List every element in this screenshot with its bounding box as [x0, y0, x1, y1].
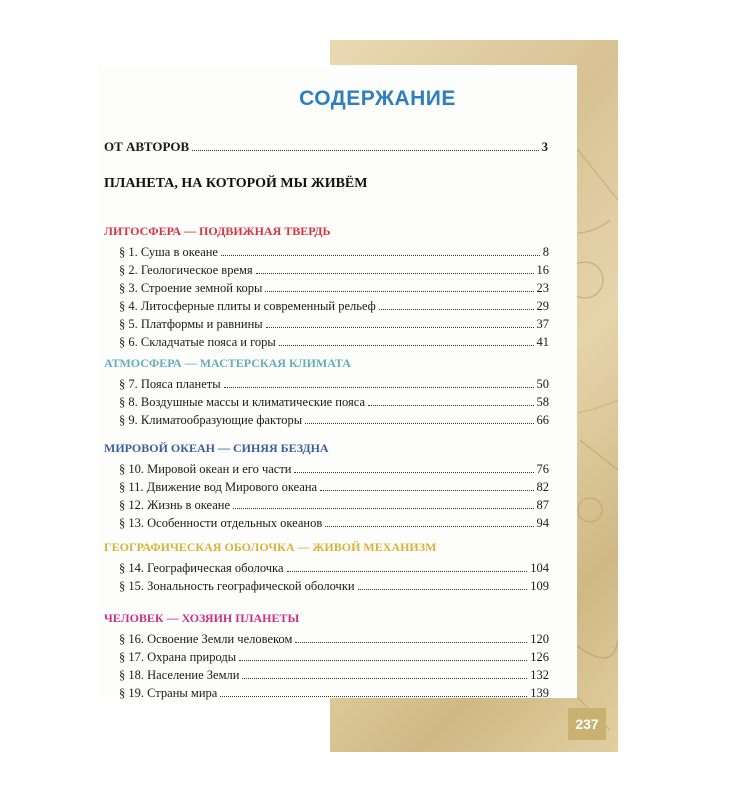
toc-entry[interactable]	[119, 317, 549, 332]
toc-entry-label: § 4. Литосферные плиты и современный рельеф	[119, 299, 376, 313]
dot-leader	[379, 309, 534, 310]
toc-entry[interactable]	[119, 516, 549, 531]
toc-entry-page: 120	[530, 632, 549, 646]
toc-entry-label: § 2. Геологическое время	[119, 263, 253, 277]
toc-entry-page: 16	[536, 263, 549, 277]
toc-entry[interactable]	[119, 299, 549, 314]
toc-entry[interactable]	[119, 579, 549, 594]
toc-entry-label: § 14. Географическая оболочка	[119, 561, 284, 575]
toc-entry-label: § 12. Жизнь в океане	[119, 498, 230, 512]
dot-leader	[220, 696, 527, 697]
toc-entry-page: 104	[530, 561, 549, 575]
toc-entry-page: 29	[536, 299, 549, 313]
toc-entry-label: § 15. Зональность географической оболочки	[119, 579, 355, 593]
page-title: СОДЕРЖАНИЕ	[299, 87, 456, 110]
toc-entry[interactable]	[119, 561, 549, 576]
section-heading: МИРОВОЙ ОКЕАН — СИНЯЯ БЕЗДНА	[104, 441, 329, 455]
toc-entry-page: 41	[536, 335, 549, 349]
toc-entry-label: § 18. Население Земли	[119, 668, 240, 682]
dot-leader	[320, 490, 533, 491]
dot-leader	[265, 291, 533, 292]
toc-entry[interactable]	[119, 281, 549, 296]
toc-entry-label: § 7. Пояса планеты	[119, 377, 221, 391]
toc-entry-label: § 11. Движение вод Мирового океана	[119, 480, 318, 494]
dot-leader	[233, 508, 534, 509]
section-heading: АТМОСФЕРА — МАСТЕРСКАЯ КЛИМАТА	[104, 356, 351, 370]
intro-page: 3	[541, 140, 548, 154]
toc-entry[interactable]	[119, 498, 549, 513]
dot-leader	[266, 327, 534, 328]
page-number: 237	[568, 708, 606, 740]
toc-entry[interactable]	[119, 668, 549, 683]
dot-leader	[239, 660, 527, 661]
toc-entry-label: § 13. Особенности отдельных океанов	[119, 516, 323, 530]
dot-leader	[295, 642, 527, 643]
toc-entry-label: § 16. Освоение Земли человеком	[119, 632, 293, 646]
toc-entry-page: 139	[530, 686, 549, 700]
toc-entry[interactable]	[119, 335, 549, 350]
toc-entry[interactable]	[119, 480, 549, 495]
dot-leader	[294, 472, 533, 473]
toc-entry[interactable]	[119, 632, 549, 647]
dot-leader	[279, 345, 534, 346]
toc-entry[interactable]	[119, 462, 549, 477]
toc-entry-page: 82	[536, 480, 549, 494]
section-heading: ЧЕЛОВЕК — ХОЗЯИН ПЛАНЕТЫ	[104, 611, 300, 625]
toc-entry-page: 66	[536, 413, 549, 427]
toc-entry[interactable]	[119, 413, 549, 428]
toc-entry-page: 132	[530, 668, 549, 682]
toc-entry-label: § 19. Страны мира	[119, 686, 218, 700]
intro-label: ОТ АВТОРОВ	[104, 139, 190, 154]
dot-leader	[325, 526, 533, 527]
dot-leader	[368, 405, 533, 406]
dot-leader	[287, 571, 528, 572]
toc-entry[interactable]	[119, 377, 549, 392]
toc-entry-page: 8	[542, 245, 549, 259]
toc-entry-label: § 8. Воздушные массы и климатические пояса	[119, 395, 366, 409]
toc-entry[interactable]	[119, 650, 549, 665]
toc-entry-label: § 3. Строение земной коры	[119, 281, 263, 295]
toc-entry-label: § 6. Складчатые пояса и горы	[119, 335, 276, 349]
dot-leader	[242, 678, 527, 679]
toc-entry-label: § 9. Климатообразующие факторы	[119, 413, 303, 427]
dot-leader	[305, 423, 533, 424]
toc-entry-page: 23	[536, 281, 549, 295]
dot-leader	[224, 387, 534, 388]
toc-entry-page: 109	[530, 579, 549, 593]
intro-entry	[104, 139, 548, 155]
toc-entry-page: 58	[536, 395, 549, 409]
toc-entry-label: § 5. Платформы и равнины	[119, 317, 263, 331]
part-title: ПЛАНЕТА, НА КОТОРОЙ МЫ ЖИВЁМ	[104, 176, 368, 191]
toc-entry[interactable]	[119, 395, 549, 410]
dot-leader	[192, 150, 539, 151]
section-heading: ГЕОГРАФИЧЕСКАЯ ОБОЛОЧКА — ЖИВОЙ МЕХАНИЗМ	[104, 540, 437, 554]
toc-entry[interactable]	[119, 245, 549, 260]
dot-leader	[358, 589, 528, 590]
toc-entry-page: 94	[536, 516, 549, 530]
toc-entry-label: § 1. Суша в океане	[119, 245, 218, 259]
section-heading: ЛИТОСФЕРА — ПОДВИЖНАЯ ТВЕРДЬ	[104, 224, 331, 238]
toc-entry[interactable]	[119, 263, 549, 278]
toc-entry-page: 87	[536, 498, 549, 512]
toc-entry-page: 76	[536, 462, 549, 476]
toc-entry-page: 126	[530, 650, 549, 664]
dot-leader	[256, 273, 534, 274]
toc-entry-label: § 17. Охрана природы	[119, 650, 237, 664]
toc-entry[interactable]	[119, 686, 549, 701]
toc-entry-page: 50	[536, 377, 549, 391]
toc-entry-label: § 10. Мировой океан и его части	[119, 462, 292, 476]
dot-leader	[221, 255, 540, 256]
toc-entry-page: 37	[536, 317, 549, 331]
